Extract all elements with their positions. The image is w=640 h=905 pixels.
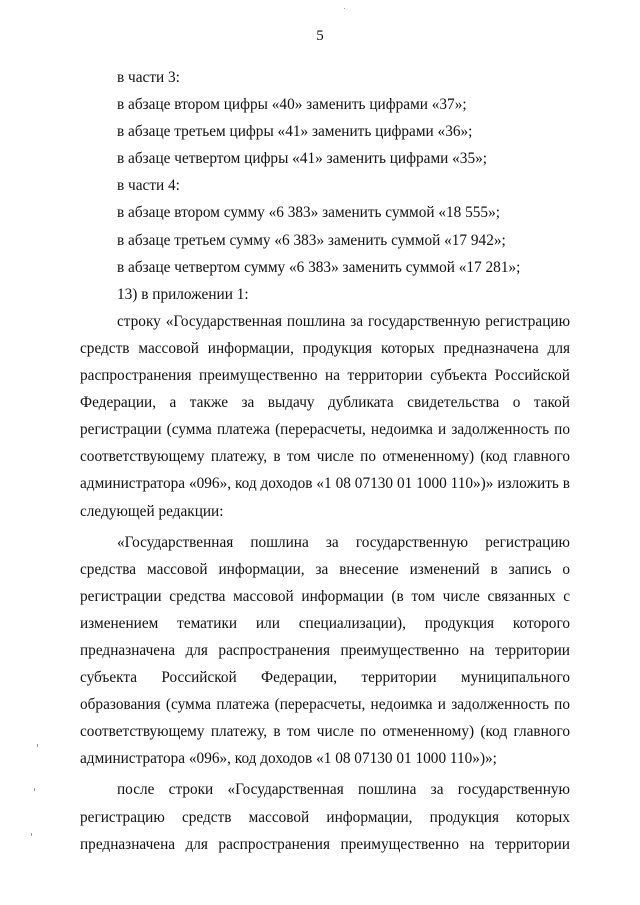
paragraph-part-4-item-2: в абзаце третьем сумму «6 383» заменить суммой «17 942»; bbox=[117, 231, 506, 249]
paragraph-part-4-item-1: в абзаце втором сумму «6 383» заменить суммой «18 555»; bbox=[117, 204, 500, 222]
scan-speck bbox=[344, 8, 345, 9]
scan-speck bbox=[31, 833, 32, 836]
paragraph-part-4-heading: в части 4: bbox=[117, 177, 180, 195]
scan-speck bbox=[34, 788, 35, 791]
paragraph-old-row-text: строку «Государственная пошлина за государственную регистрацию средств массовой информации, продукция которых предназначена для распространения преимущественно на территории субъекта Российской Федерации, а также за выдачу дубликата свидетельства о такой регистрации (сумма платежа (перерасчеты, недоимка и задолженность по соответствующему платежу, в том числе по отмененному) (код главного администратора «096», код доходов «1 08 07130 01 1000 110»)» изложить в следующей редакции: bbox=[80, 312, 570, 520]
paragraph-new-row-text: «Государственная пошлина за государственную регистрацию средства массовой информации, за внесение изменений в запись о регистрации средства массовой информации (в том числе связанных с изменением тематики или специализации), продукция которого предназначена для распространения преимущественно на территории субъекта Российской Федерации, территории муниципального образования (сумма платежа (перерасчеты, недоимка и задолженность по соответствующему платежу, в том числе по отмененному) (код главного администратора «096», код доходов «1 08 07130 01 1000 110»)»; bbox=[80, 533, 570, 768]
paragraph-part-3-item-2: в абзаце третьем цифры «41» заменить цифрами «36»; bbox=[117, 123, 473, 141]
paragraph-part-3-heading: в части 3: bbox=[117, 69, 180, 86]
paragraph-part-3-item-1: в абзаце втором цифры «40» заменить цифрами «37»; bbox=[117, 96, 467, 114]
paragraph-appendix-1-heading: 13) в приложении 1: bbox=[117, 285, 249, 303]
page-number: 5 bbox=[316, 28, 324, 44]
document-body bbox=[80, 64, 570, 858]
paragraph-part-3-item-3: в абзаце четвертом цифры «41» заменить цифрами «35»; bbox=[117, 150, 488, 168]
paragraph-after-row-text: после строки «Государственная пошлина за государственную регистрацию средств массовой информации, продукция которых предназначена для распространения преимущественно на территории bbox=[80, 781, 570, 853]
paragraph-part-4-item-3: в абзаце четвертом сумму «6 383» заменить суммой «17 281»; bbox=[117, 258, 521, 276]
scan-speck bbox=[37, 744, 38, 747]
